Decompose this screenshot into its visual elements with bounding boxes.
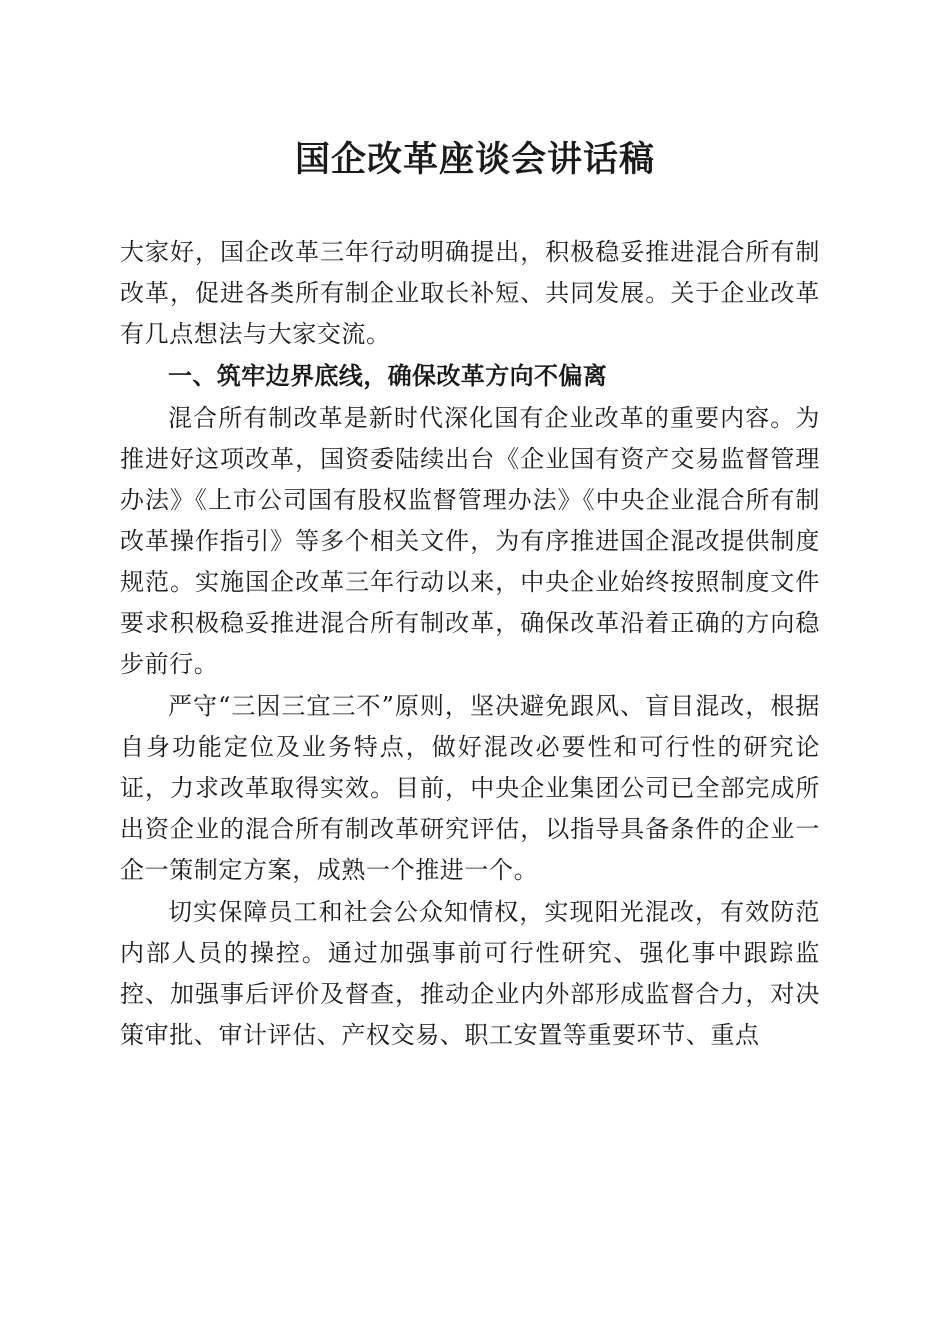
section-heading-1: 一、筑牢边界底线，确保改革方向不偏离 (168, 362, 608, 390)
document-body (120, 232, 820, 1057)
document-title: 国企改革座谈会讲话稿 (294, 139, 655, 180)
intro-paragraph: 大家好，国企改革三年行动明确提出，积极稳妥推进混合所有制改革，促进各类所有制企业取长补短、共同发展。关于企业改革有几点想法与大家交流。 (120, 238, 820, 348)
body-paragraph: 混合所有制改革是新时代深化国有企业改革的重要内容。为推进好这项改革，国资委陆续出台《企业国有资产交易监督管理办法》《上市公司国有股权监督管理办法》《中央企业混合所有制改革操作指引》等多个相关文件，为有序推进国企混改提供制度规范。实施国企改革三年行动以来，中央企业始终按照制度文件要求积极稳妥推进混合所有制改革，确保改革沿着正确的方向稳步前行。 (120, 404, 820, 678)
body-paragraph: 严守“三因三宜三不”原则，坚决避免跟风、盲目混改，根据自身功能定位及业务特点，做好混改必要性和可行性的研究论证，力求改革取得实效。目前，中央企业集团公司已全部完成所出资企业的混合所有制改革研究评估，以指导具备条件的企业一企一策制定方案，成熟一个推进一个。 (120, 692, 820, 884)
body-paragraph: 切实保障员工和社会公众知情权，实现阳光混改，有效防范内部人员的操控。通过加强事前可行性研究、强化事中跟踪监控、加强事后评价及督查，推动企业内外部形成监督合力，对决策审批、审计评估、产权交易、职工安置等重要环节、重点 (120, 898, 820, 1049)
